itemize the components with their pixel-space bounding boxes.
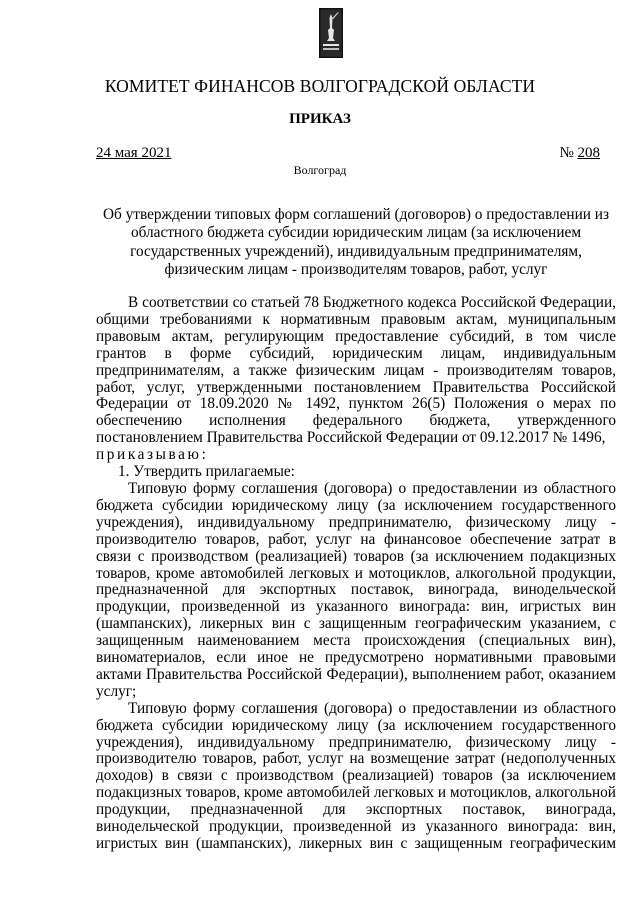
form-paragraph-1: Типовую форму соглашения (договора) о предоставлении из областного бюджета субсидии юридическому лицу (за исключением государственного учреждения), индивидуальному предпринимателю, физическому лицу - производителю товаров, работ, услуг на финансовое обеспечение затрат в связи с производством (реализацией) товаров (за исключением подакцизных товаров, кроме автомобилей легковых и мотоциклов, алкогольной продукции, предназначенной для экспортных поставок, винограда, винодельческой продукции, произведенной из указанного винограда: вин, игристых вин (шампанских), ликерных вин с защищенным географическим указанием, с защищенным наименованием места происхождения (специальных вин), виноматериалов, если иное не предусмотрено нормативными правовыми актами Правительства Российской Федерации), выполнением работ, оказанием услуг;: [96, 479, 616, 700]
item-1: 1. Утвердить прилагаемые:: [118, 463, 295, 481]
number-value: 208: [577, 145, 600, 161]
document-city: Волгоград: [293, 163, 347, 177]
document-subject: Об утверждении типовых форм соглашений (договоров) о предоставлении из областного бюджета субсидии юридическим лицам (за исключением государственных учреждений), индивидуальным предпринимателям, физическим лицам - производителям товаров, работ, услуг: [102, 206, 610, 279]
preamble-paragraph: В соответствии со статьей 78 Бюджетного кодекса Российской Федерации, общими требованиями к нормативным правовым актам, муниципальным правовым актам, регулирующим предоставление субсидий, в том числе грантов в форме субсидий, юридическим лицам, индивидуальным предпринимателям, а также физическим лицам - производителям товаров, работ, услуг, утвержденными постановлением Правительства Российской Федерации от 18.09.2020 № 1492, пунктом 26(5) Положения о мерах по обеспечению исполнения федерального бюджета, утвержденного постановлением Правительства Российской Федерации от 09.12.2017 № 1496,: [96, 294, 616, 447]
number-sign: №: [559, 145, 574, 161]
document-type: ПРИКАЗ: [289, 111, 351, 127]
coat-of-arms-icon: [319, 8, 343, 58]
document-date: 24 мая 2021: [96, 145, 172, 161]
document-number: [559, 145, 600, 162]
order-word: приказываю:: [96, 446, 209, 464]
form-paragraph-2: Типовую форму соглашения (договора) о предоставлении из областного бюджета субсидии юридическому лицу (за исключением государственного учреждения), индивидуальному предпринимателю, физическому лицу - производителю товаров, работ, услуг на возмещение затрат (недополученных доходов) в связи с производством (реализацией) товаров (за исключением подакцизных товаров, кроме автомобилей легковых и мотоциклов, алкогольной продукции, предназначенной для экспортных поставок, винограда, винодельческой продукции, произведенной из указанного винограда: вин, игристых вин (шампанских), ликерных вин с защищенным географическим: [96, 699, 616, 852]
organization-name: КОМИТЕТ ФИНАНСОВ ВОЛГОГРАДСКОЙ ОБЛАСТИ: [104, 76, 536, 96]
document-body: [96, 295, 616, 853]
